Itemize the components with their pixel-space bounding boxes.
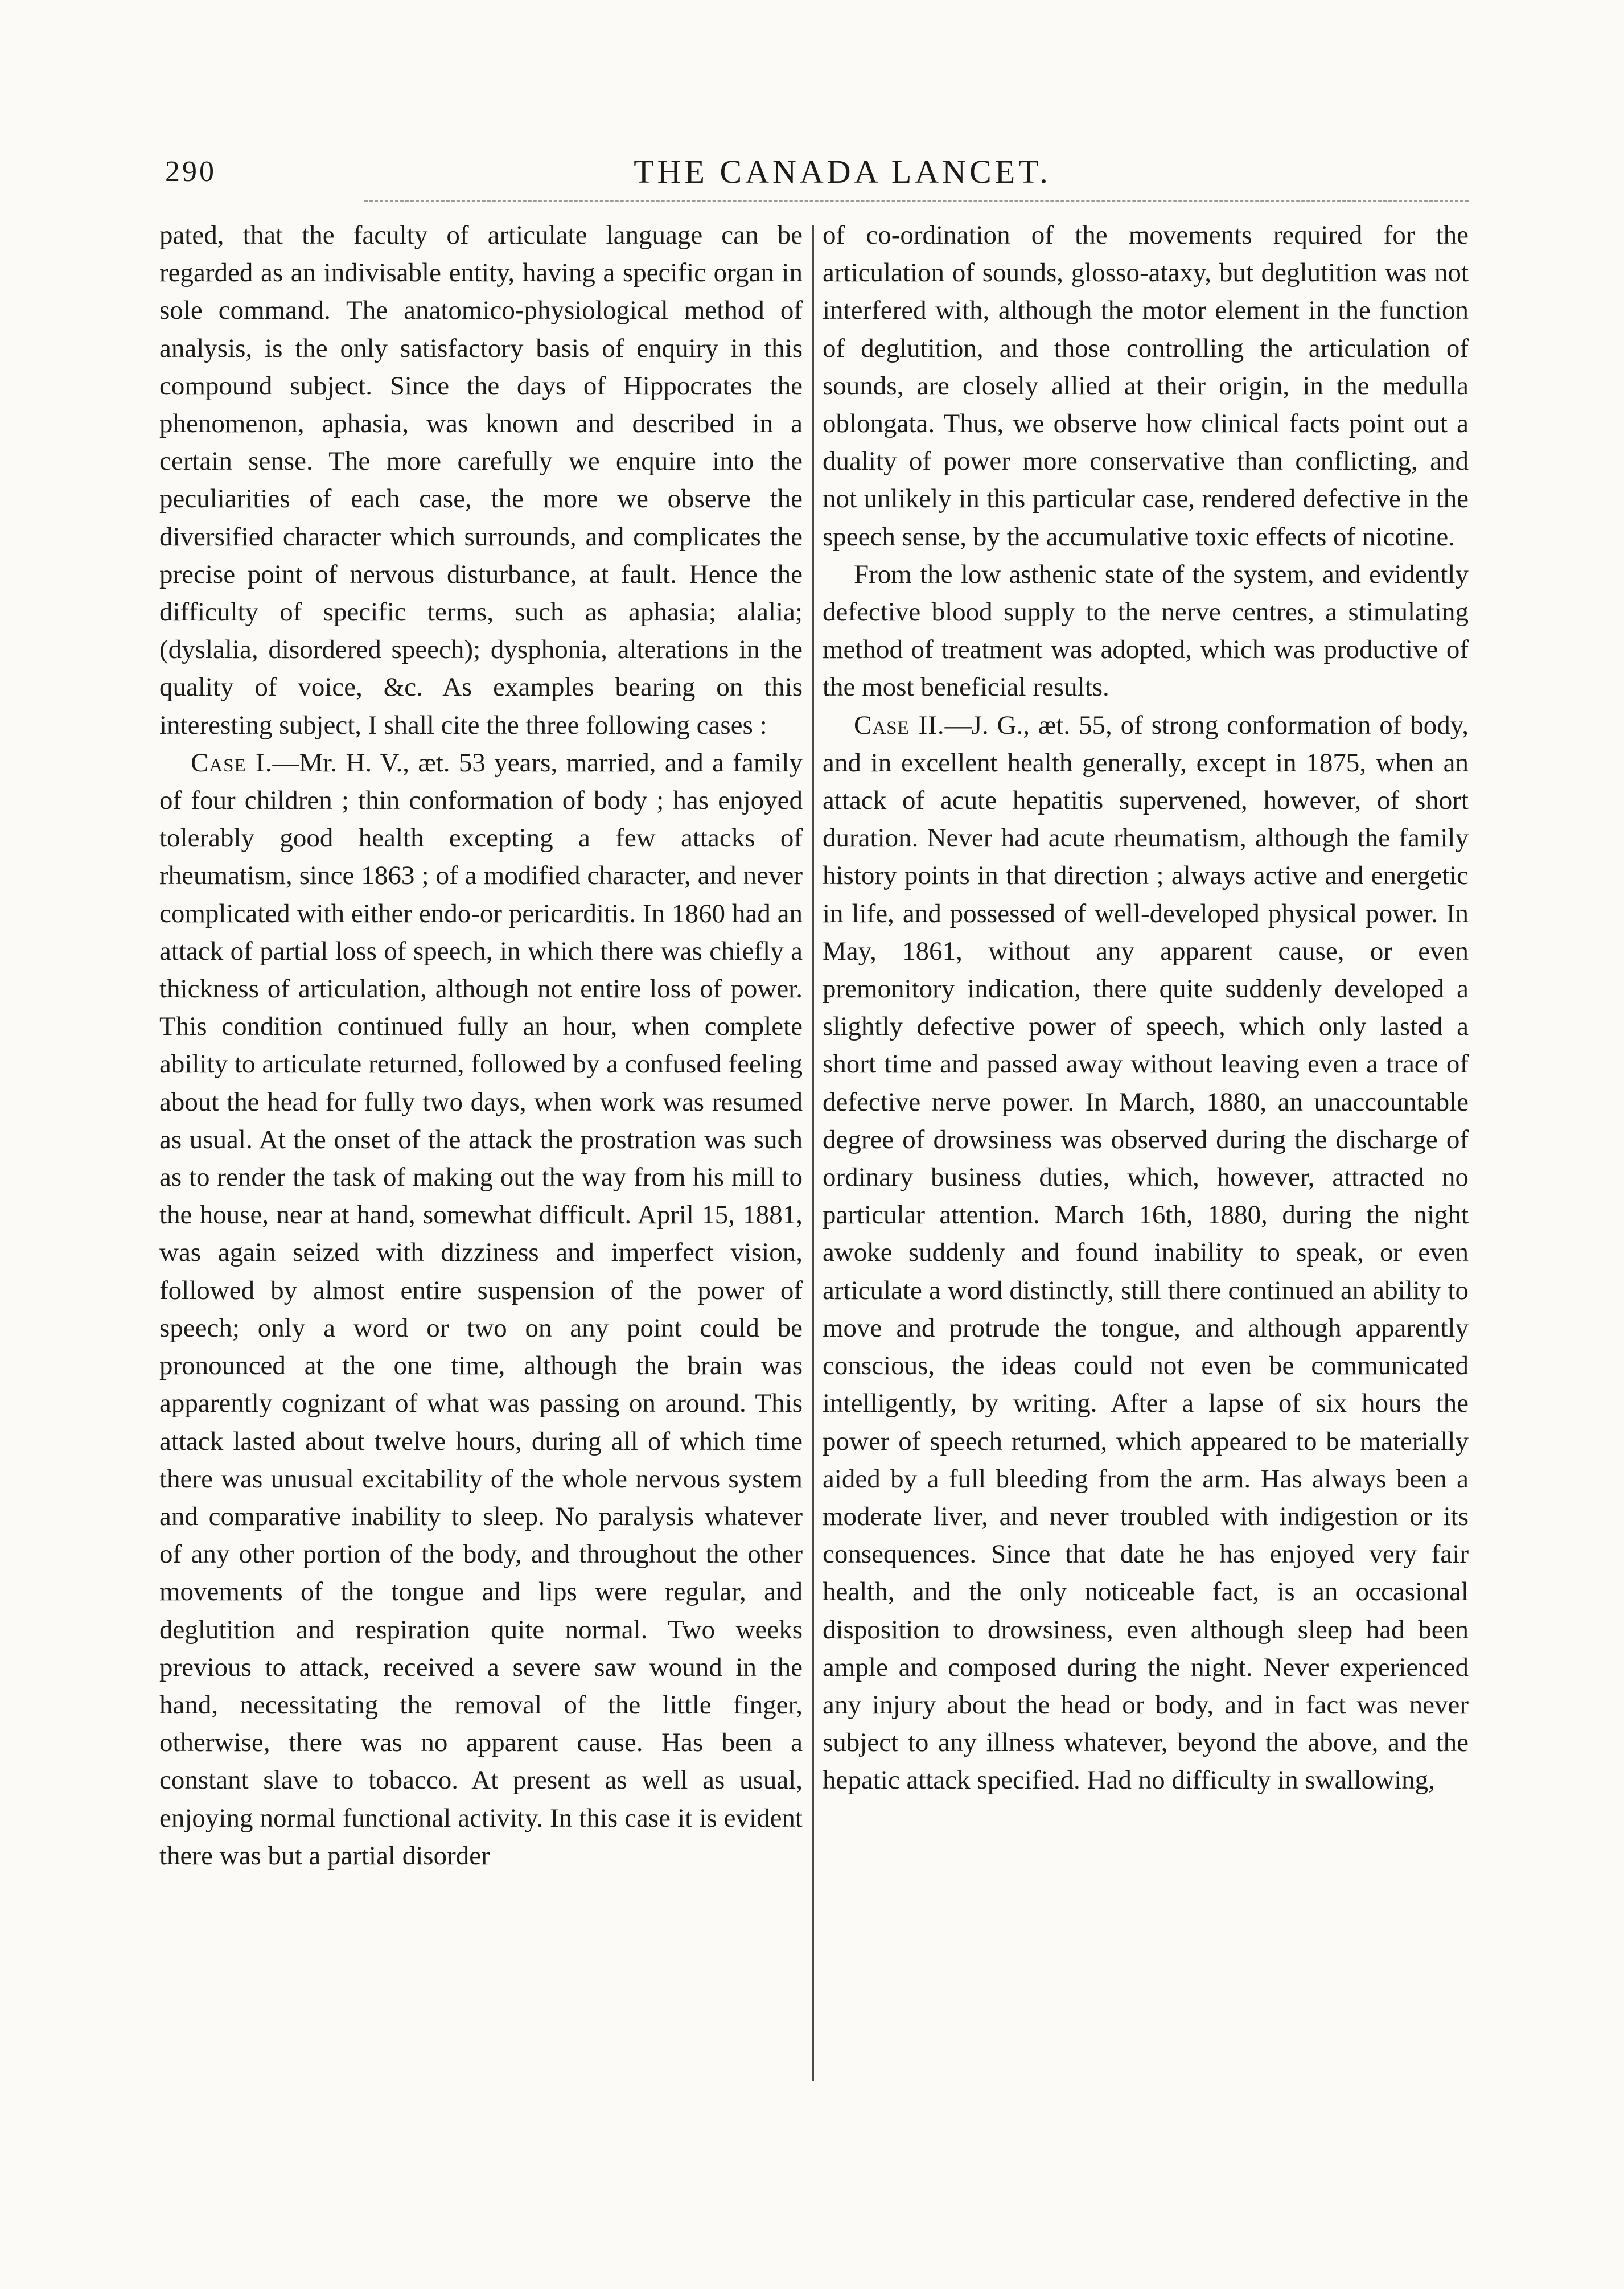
left-paragraph-1: pated, that the faculty of articulate language can be regarded as an indivisable entity, having a specific organ in sole command. The anatomico-physiological method of analysis, is the only satisfactory basis of enquiry in this compound subject. Since the days of Hippocrates the phenomenon, aphasia, was known and described in a certain sense. The more carefully we enquire into the peculiarities of each case, the more we observe the diversified character which surrounds, and complicates the precise point of nervous disturbance, at fault. Hence the difficulty of specific terms, such as aphasia; alalia; (dyslalia, disordered speech); dysphonia, alterations in the quality of voice, &c. As examples bearing on this interesting subject, I shall cite the three following cases : [159, 220, 803, 740]
right-column [823, 216, 1469, 1799]
case-2-label: Case II. [854, 710, 945, 740]
right-paragraph-1: of co-ordination of the movements required for the articulation of sounds, glosso-ataxy, but deglutition was not interfered with, although the motor element in the function of deglutition, and those controlling the articulation of sounds, are closely allied at their origin, in the medulla oblongata. Thus, we observe how clinical facts point out a duality of power more conservative than conflicting, and not unlikely in this particular case, rendered defective in the speech sense, by the accumulative toxic effects of nicotine. [823, 220, 1469, 552]
case-1-paragraph [159, 744, 803, 1875]
column-divider [812, 225, 814, 2081]
running-head: THE CANADA LANCET. [634, 153, 1051, 190]
case-1-label: Case I. [191, 747, 273, 778]
case-2-paragraph [823, 706, 1469, 1799]
left-column [159, 216, 803, 1875]
page-number: 290 [165, 155, 216, 188]
case-1-text: —Mr. H. V., æt. 53 years, married, and a family of four children ; thin conformation of body ; has enjoyed tolerably good health excepting a few attacks of rheumatism, since 1863 ; of a modified character, and never complicated with either endo-or pericarditis. In 1860 had an attack of partial loss of speech, in which there was chiefly a thickness of articulation, although not entire loss of power. This condition continued fully an hour, when complete ability to articulate returned, followed by a confused feeling about the head for fully two days, when work was resumed as usual. At the onset of the attack the prostration was such as to render the task of making out the way from his mill to the house, near at hand, somewhat difficult. April 15, 1881, was again seized with dizziness and imperfect vision, followed by almost entire suspension of the power of speech; only a word or two on any point could be pronounced at the one time, although the brain was apparently cognizant of what was passing on around. This attack lasted about twelve hours, during all of which time there was unusual excitability of the whole nervous system and comparative inability to sleep. No paralysis whatever of any other portion of the body, and throughout the other movements of the tongue and lips were regular, and deglutition and respiration quite normal. Two weeks previous to attack, received a severe saw wound in the hand, necessitating the removal of the little finger, otherwise, there was no apparent cause. Has been a constant slave to tobacco. At present as well as usual, enjoying normal functional activity. In this case it is evident there was but a partial disorder [159, 747, 803, 1871]
right-paragraph-2: From the low asthenic state of the system, and evidently defective blood supply to the nerve centres, a stimulating method of treatment was adopted, which was productive of the most beneficial results. [823, 559, 1469, 702]
header-rule [364, 200, 1469, 202]
case-2-text: —J. G., æt. 55, of strong conformation of body, and in excellent health generally, except in 1875, when an attack of acute hepatitis supervened, however, of short duration. Never had acute rheumatism, although the family history points in that direction ; always active and energetic in life, and possessed of well-developed physical power. In May, 1861, without any apparent cause, or even premonitory indication, there quite suddenly developed a slightly defective power of speech, which only lasted a short time and passed away without leaving even a trace of defective nerve power. In March, 1880, an unaccountable degree of drowsiness was observed during the discharge of ordinary business duties, which, however, attracted no particular attention. March 16th, 1880, during the night awoke suddenly and found inability to speak, or even articulate a word distinctly, still there continued an ability to move and protrude the tongue, and although apparently conscious, the ideas could not even be communicated intelligently, by writing. After a lapse of six hours the power of speech returned, which appeared to be materially aided by a full bleeding from the arm. Has always been a moderate liver, and never troubled with indigestion or its consequences. Since that date he has enjoyed very fair health, and the only noticeable fact, is an occasional disposition to drowsiness, even although sleep had been ample and composed during the night. Never experienced any injury about the head or body, and in fact was never subject to any illness whatever, beyond the above, and the hepatic attack specified. Had no difficulty in swallowing, [823, 710, 1469, 1795]
